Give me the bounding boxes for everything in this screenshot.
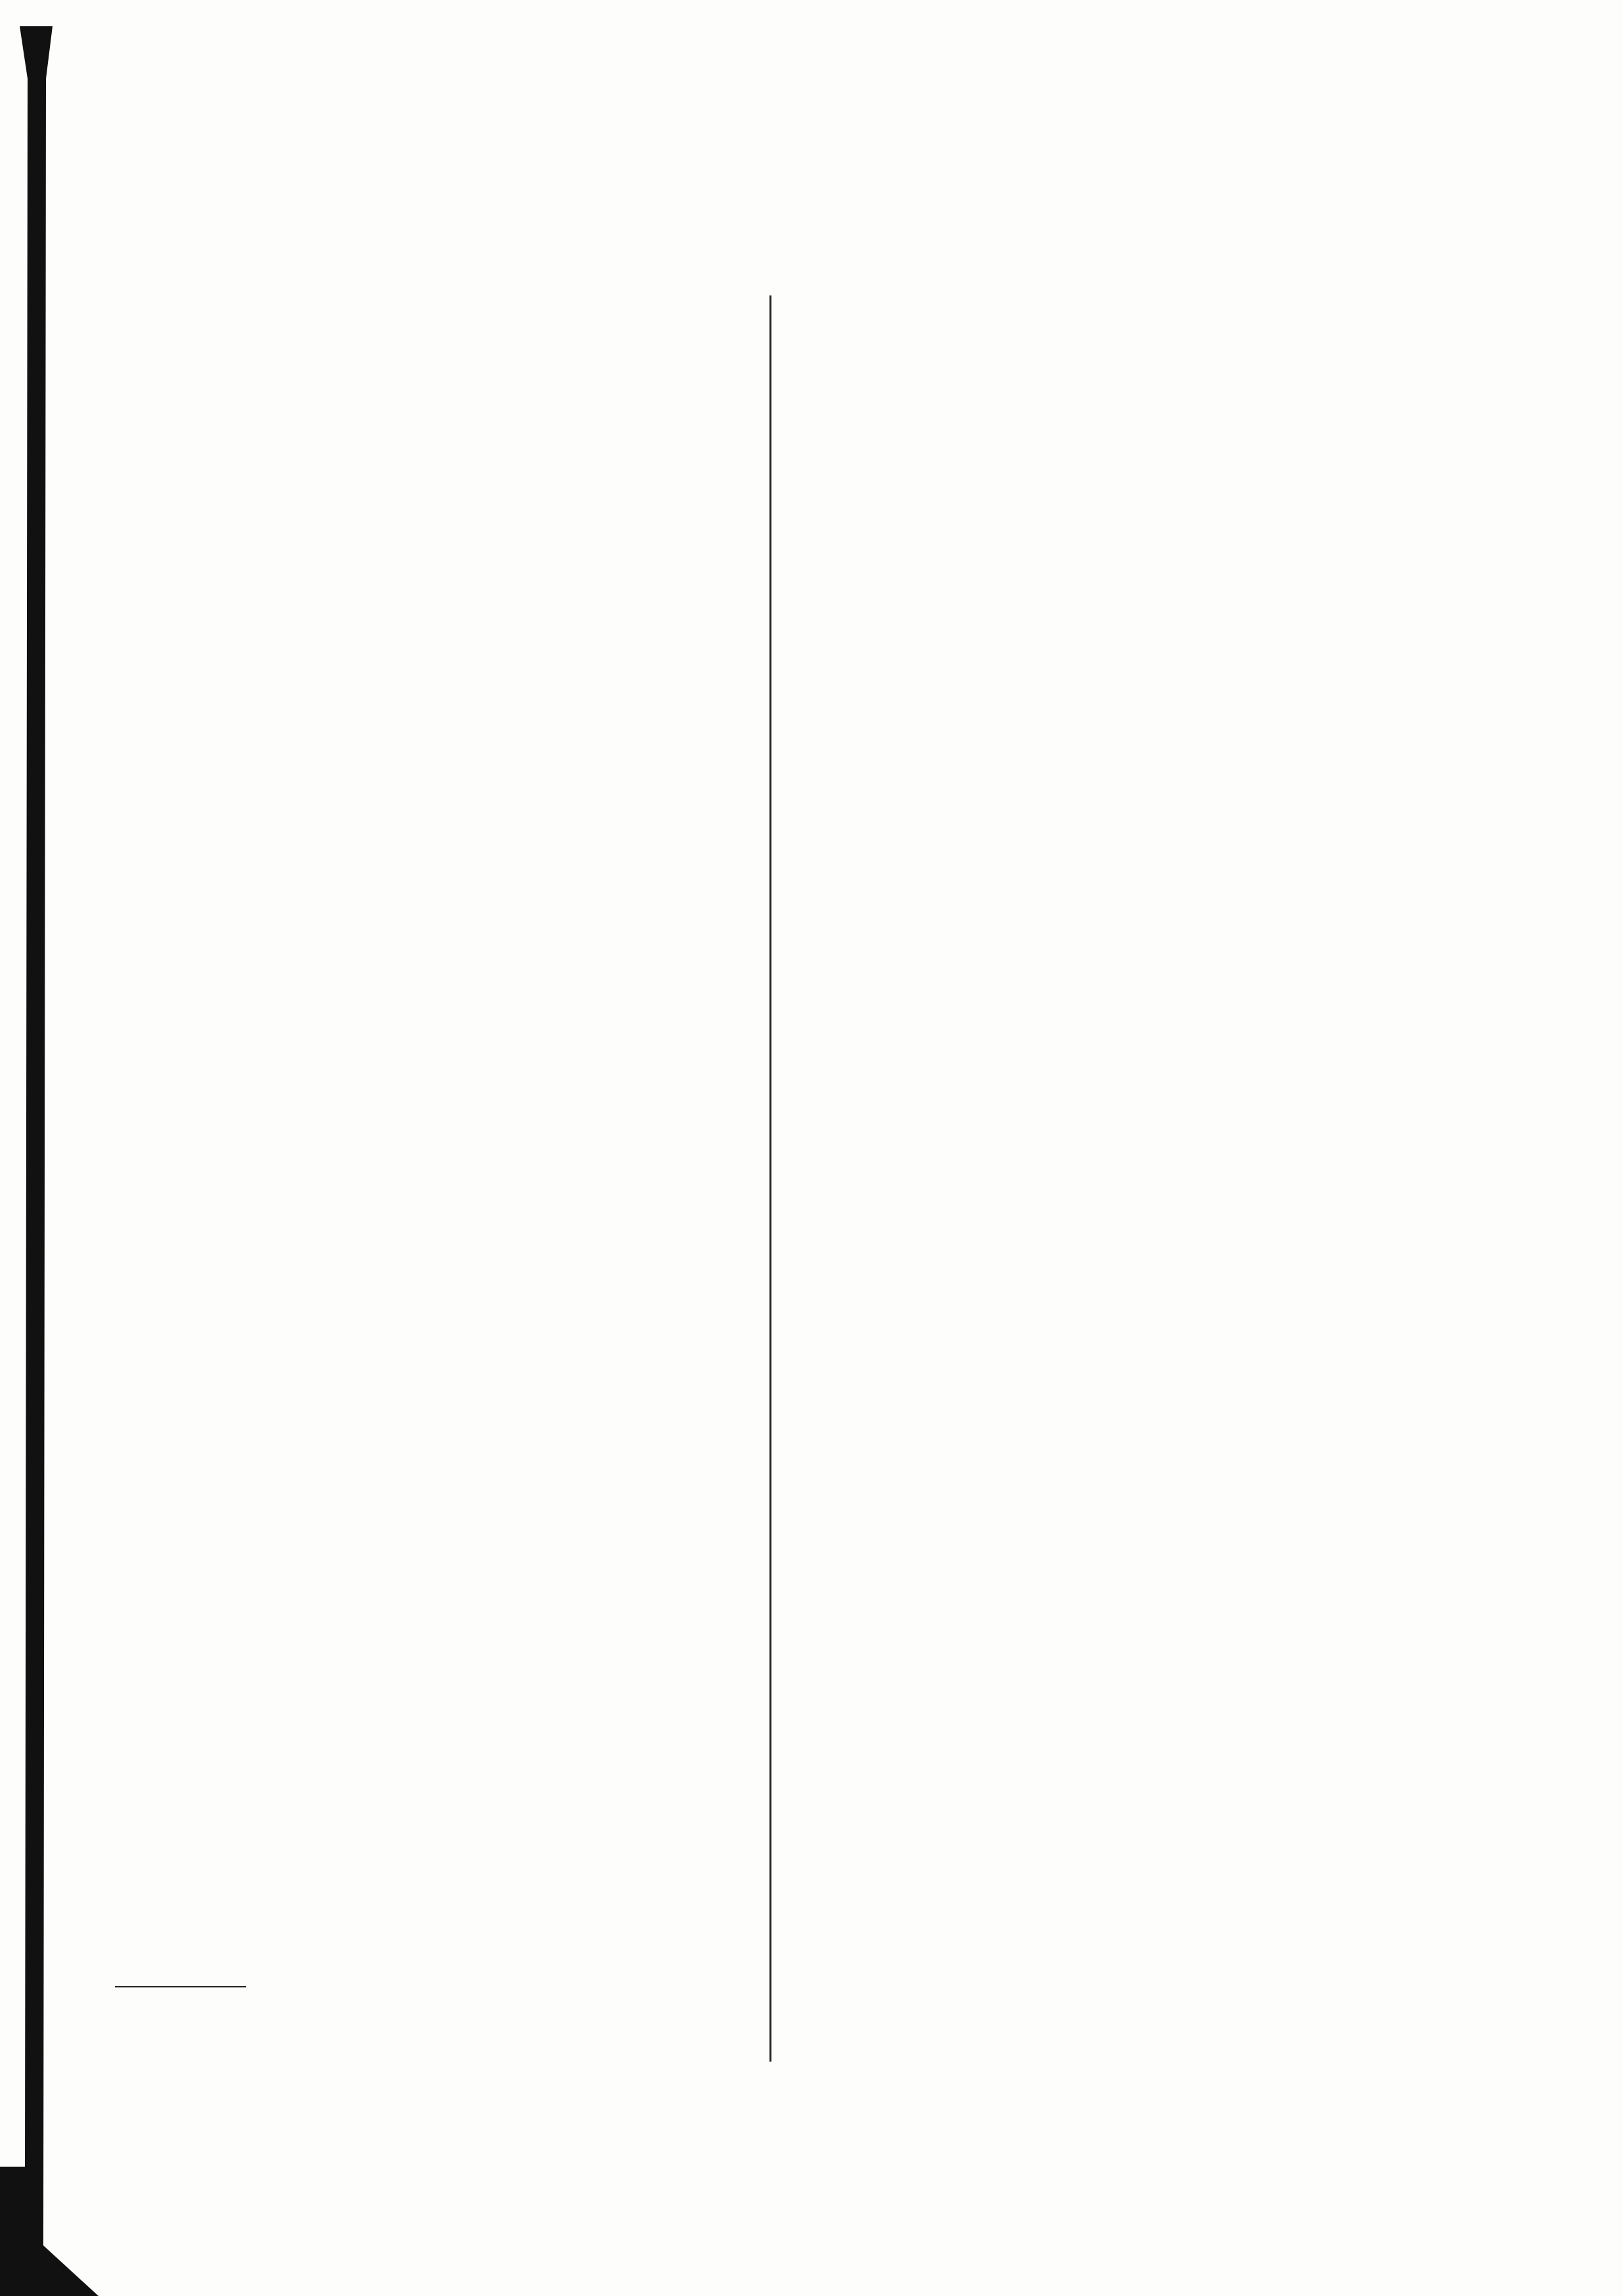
footnote-rule [115,1986,246,1987]
column-divider [769,295,771,2062]
book-spine-shadow [0,0,118,2296]
footnote [115,1989,135,2026]
left-column [98,289,748,330]
